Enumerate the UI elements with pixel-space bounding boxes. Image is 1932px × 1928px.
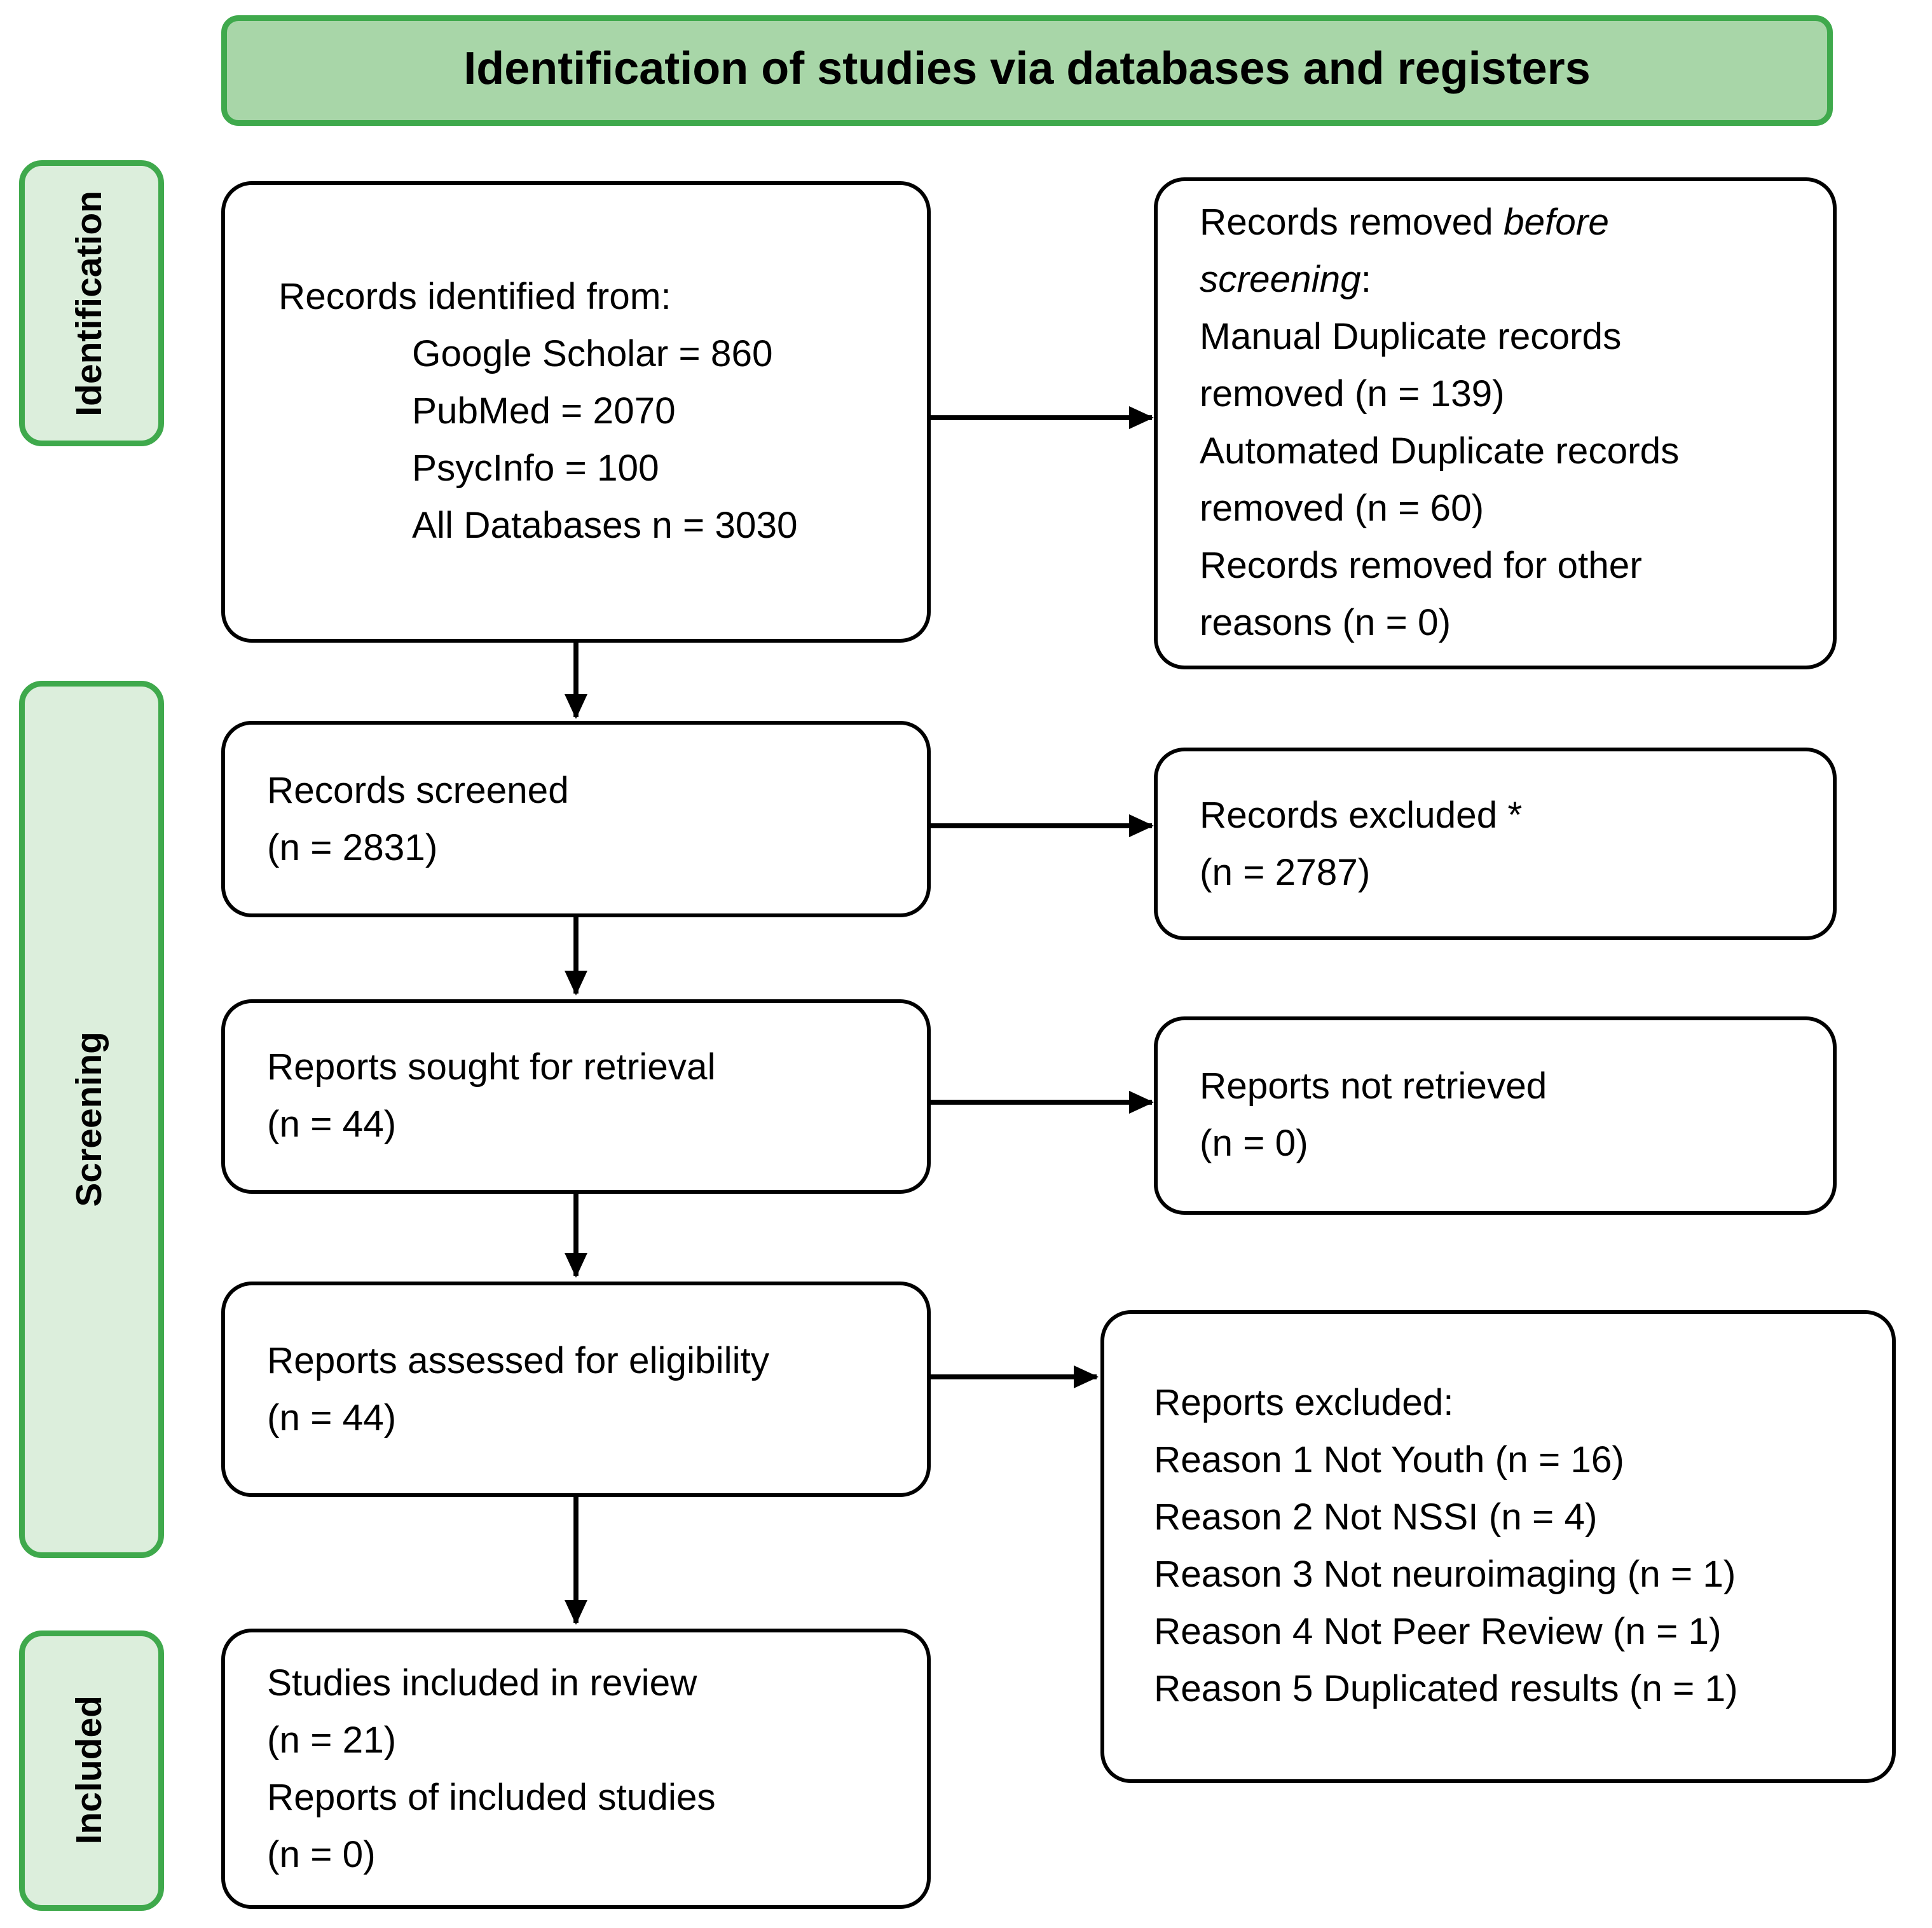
text-line: (n = 44): [267, 1397, 397, 1439]
text-line: Reports of included studies: [267, 1776, 716, 1819]
box-reports-assessed: [221, 1282, 931, 1497]
box-records-identified: [221, 181, 931, 643]
text-line: [1200, 195, 1757, 309]
text-line: (n = 2787): [1200, 851, 1371, 894]
text-line: Studies included in review: [267, 1662, 697, 1704]
text-line: Reports assessed for eligibility: [267, 1339, 770, 1382]
text-line: (n = 0): [1200, 1123, 1308, 1165]
text-line: PsycInfo = 100: [412, 448, 659, 490]
diagram-title-banner: [221, 15, 1833, 126]
text-line: Records excluded *: [1200, 794, 1523, 837]
text-line: (n = 21): [267, 1719, 397, 1761]
text-segment: Records removed: [1200, 202, 1504, 244]
stage-label-identification: [19, 160, 164, 446]
stage-label-screening: [19, 681, 164, 1558]
text-line: Manual Duplicate records removed (n = 139): [1200, 317, 1622, 416]
text-segment: :: [1360, 259, 1371, 301]
text-line: Google Scholar = 860: [412, 334, 773, 376]
text-line: Records identified from:: [278, 277, 671, 318]
text-line: (n = 0): [267, 1833, 376, 1876]
diagram-title-text: Identification of studies via databases and registers: [463, 44, 1591, 95]
box-reports-excluded-reasons: [1100, 1310, 1896, 1783]
text-line: (n = 2831): [267, 826, 438, 869]
stage-label-identification-text: Identification: [71, 190, 111, 416]
text-line: Reason 4 Not Peer Review (n = 1): [1154, 1611, 1722, 1653]
text-line: Reason 2 Not NSSI (n = 4): [1154, 1497, 1598, 1539]
text-line: Reason 3 Not neuroimaging (n = 1): [1154, 1554, 1736, 1596]
text-line: Reports sought for retrieval: [267, 1047, 716, 1089]
text-line: (n = 44): [267, 1104, 397, 1146]
box-records-excluded: [1154, 748, 1837, 940]
text-line: Reason 5 Duplicated results (n = 1): [1154, 1669, 1738, 1711]
box-records-removed-before-screening: [1154, 177, 1837, 669]
box-reports-not-retrieved: [1154, 1016, 1837, 1215]
text-segment-italic: before screening: [1200, 202, 1609, 301]
text-line: Records removed for other reasons (n = 0): [1200, 545, 1642, 645]
text-line: PubMed = 2070: [412, 391, 676, 433]
text-line: Reason 1 Not Youth (n = 16): [1154, 1440, 1624, 1482]
text-line: Records screened: [267, 769, 569, 812]
box-studies-included: [221, 1629, 931, 1909]
box-records-screened: [221, 721, 931, 917]
stage-label-included-text: Included: [71, 1696, 111, 1845]
text-line: Automated Duplicate records removed (n = 60): [1200, 431, 1680, 530]
text-line: All Databases n = 3030: [412, 505, 798, 547]
text-line: Reports excluded:: [1154, 1383, 1454, 1425]
stage-label-screening-text: Screening: [71, 1032, 111, 1207]
stage-label-included: [19, 1631, 164, 1911]
box-reports-sought: [221, 999, 931, 1194]
text-line: Reports not retrieved: [1200, 1066, 1547, 1108]
